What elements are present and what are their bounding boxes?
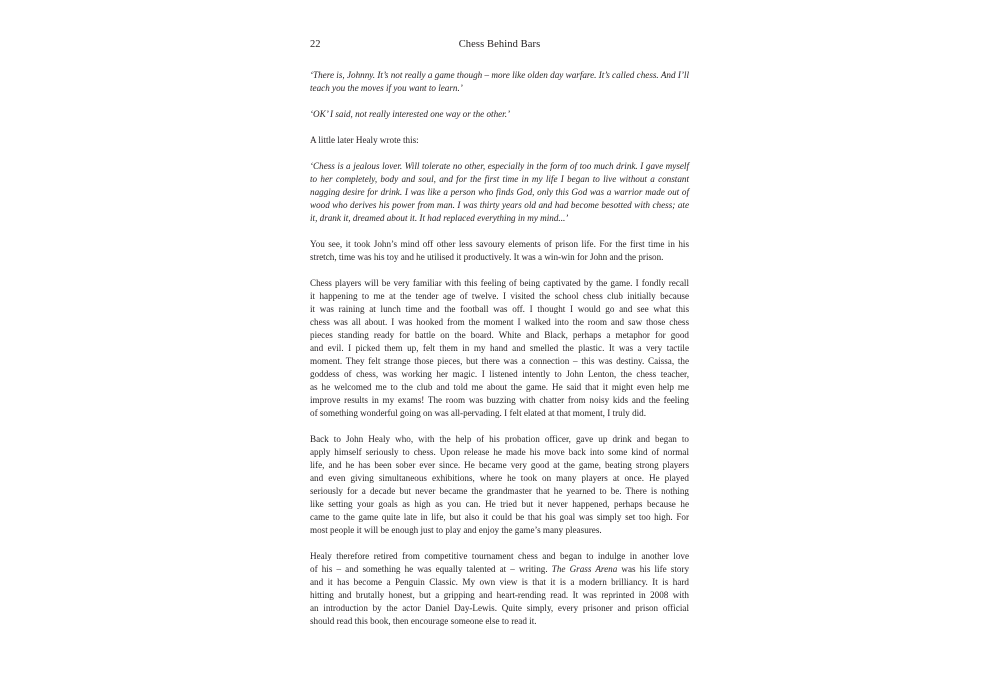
text-line: it happening to me at the tender age of twelve. I visited the school chess club initially because (310, 291, 689, 301)
text-line: life, and he has been sober ever since. He became very good at the game, beating strong players (310, 460, 689, 470)
block-quote (310, 160, 689, 225)
running-title: Chess Behind Bars (458, 39, 541, 50)
body-paragraph (310, 238, 689, 264)
text-line: ‘OK’ I said, not really interested one way or the other.’ (310, 109, 511, 119)
text-line: wood who derives his power from man. I was thirty years old and had become besotted with chess; ate (310, 200, 689, 210)
text-line: an introduction by the actor Daniel Day-Lewis. Quite simply, every prisoner and prison official (310, 603, 689, 613)
text-line: ‘There is, Johnny. It’s not really a game though – more like olden day warfare. It’s called chess. And I’ll (310, 70, 689, 80)
quote-paragraph (310, 69, 689, 95)
text-line: and it has become a Penguin Classic. My own view is that it is a modern brilliancy. It is hard (310, 577, 689, 587)
text-line: teach you the moves if you want to learn.’ (310, 83, 463, 93)
text-line: Chess players will be very familiar with this feeling of being captivated by the game. I fondly recall (310, 278, 689, 288)
text-line: nagging desire for drink. I was like a person who finds God, only this God was a warrior made out of (310, 187, 689, 197)
text-line: pieces standing ready for battle on the board. White and Black, perhaps a metaphor for good (310, 330, 689, 340)
quote-paragraph (310, 108, 689, 121)
text-line: of something wonderful going on was all-pervading. I felt elated at that moment, I truly did. (310, 408, 647, 418)
text-line: apply himself seriously to chess. Upon release he made his move back into some kind of normal (310, 447, 689, 457)
text-line: as he welcomed me to the club and told me about the game. He said that it might even help me (310, 382, 689, 392)
text-line: moment. They felt strange those pieces, but there was a connection – this was destiny. Caissa, the (310, 356, 689, 366)
text-line: should read this book, then encourage someone else to read it. (310, 616, 537, 626)
text-line: A little later Healy wrote this: (310, 135, 419, 145)
text-line: You see, it took John’s mind off other less savoury elements of prison life. For the first time in his (310, 239, 689, 249)
text-line: seriously for a decade but never became the grandmaster that he yearned to be. There is nothing (310, 486, 689, 496)
text-line: ‘Chess is a jealous lover. Will tolerate no other, especially in the form of too much drink. I gave myself (310, 161, 689, 171)
page-number: 22 (310, 39, 321, 50)
body-paragraph (310, 134, 689, 147)
text-segment: was his life story (621, 564, 690, 574)
text-line: improve results in my exams! The room was buzzing with chatter from noisy kids and the feeling (310, 395, 689, 405)
text-line: goddess of chess, was working her magic. I listened intently to John Lenton, the chess teacher, (310, 369, 689, 379)
text-line: and evil. I picked them up, felt them in my hand and smelled the plastic. It was a very tactile (310, 343, 689, 353)
body-paragraph (310, 433, 689, 537)
text-line: most people it will be enough just to play and enjoy the game’s many pleasures. (310, 525, 602, 535)
running-head (310, 37, 689, 53)
body-paragraph (310, 550, 689, 628)
text-line: it, drank it, dreamed about it. It had replaced everything in my mind...’ (310, 213, 569, 223)
body-paragraph (310, 277, 689, 420)
text-line: it was raining at lunch time and the football was off. I thought I would go and see what this (310, 304, 689, 314)
text-line: came to the game quite late in life, but also it could be that his goal was simply set too high. For (310, 512, 689, 522)
text-line (310, 563, 689, 576)
text-line: Back to John Healy who, with the help of his probation officer, gave up drink and began to (310, 434, 689, 444)
text-line: and even giving simultaneous exhibitions, where he took on many players at once. He played (310, 473, 689, 483)
text-line: chess was all about. I was hooked from the moment I walked into the room and saw those chess (310, 317, 689, 327)
text-line: Healy therefore retired from competitive tournament chess and began to indulge in another love (310, 551, 689, 561)
text-segment: of his – and something he was equally talented at – writing. (310, 564, 548, 574)
book-title: The Grass Arena (551, 564, 618, 574)
text-line: like setting your goals as high as you can. He tried but it never happened, perhaps because he (310, 499, 689, 509)
book-page (310, 37, 689, 628)
text-line: stretch, time was his toy and he utilised it productively. It was a win-win for John and the prison. (310, 252, 664, 262)
text-line: hitting and brutally honest, but a gripping and heart-rending read. It was reprinted in 2008 with (310, 590, 689, 600)
text-line: to her completely, body and soul, and for the first time in my life I began to live without a constant (310, 174, 689, 184)
